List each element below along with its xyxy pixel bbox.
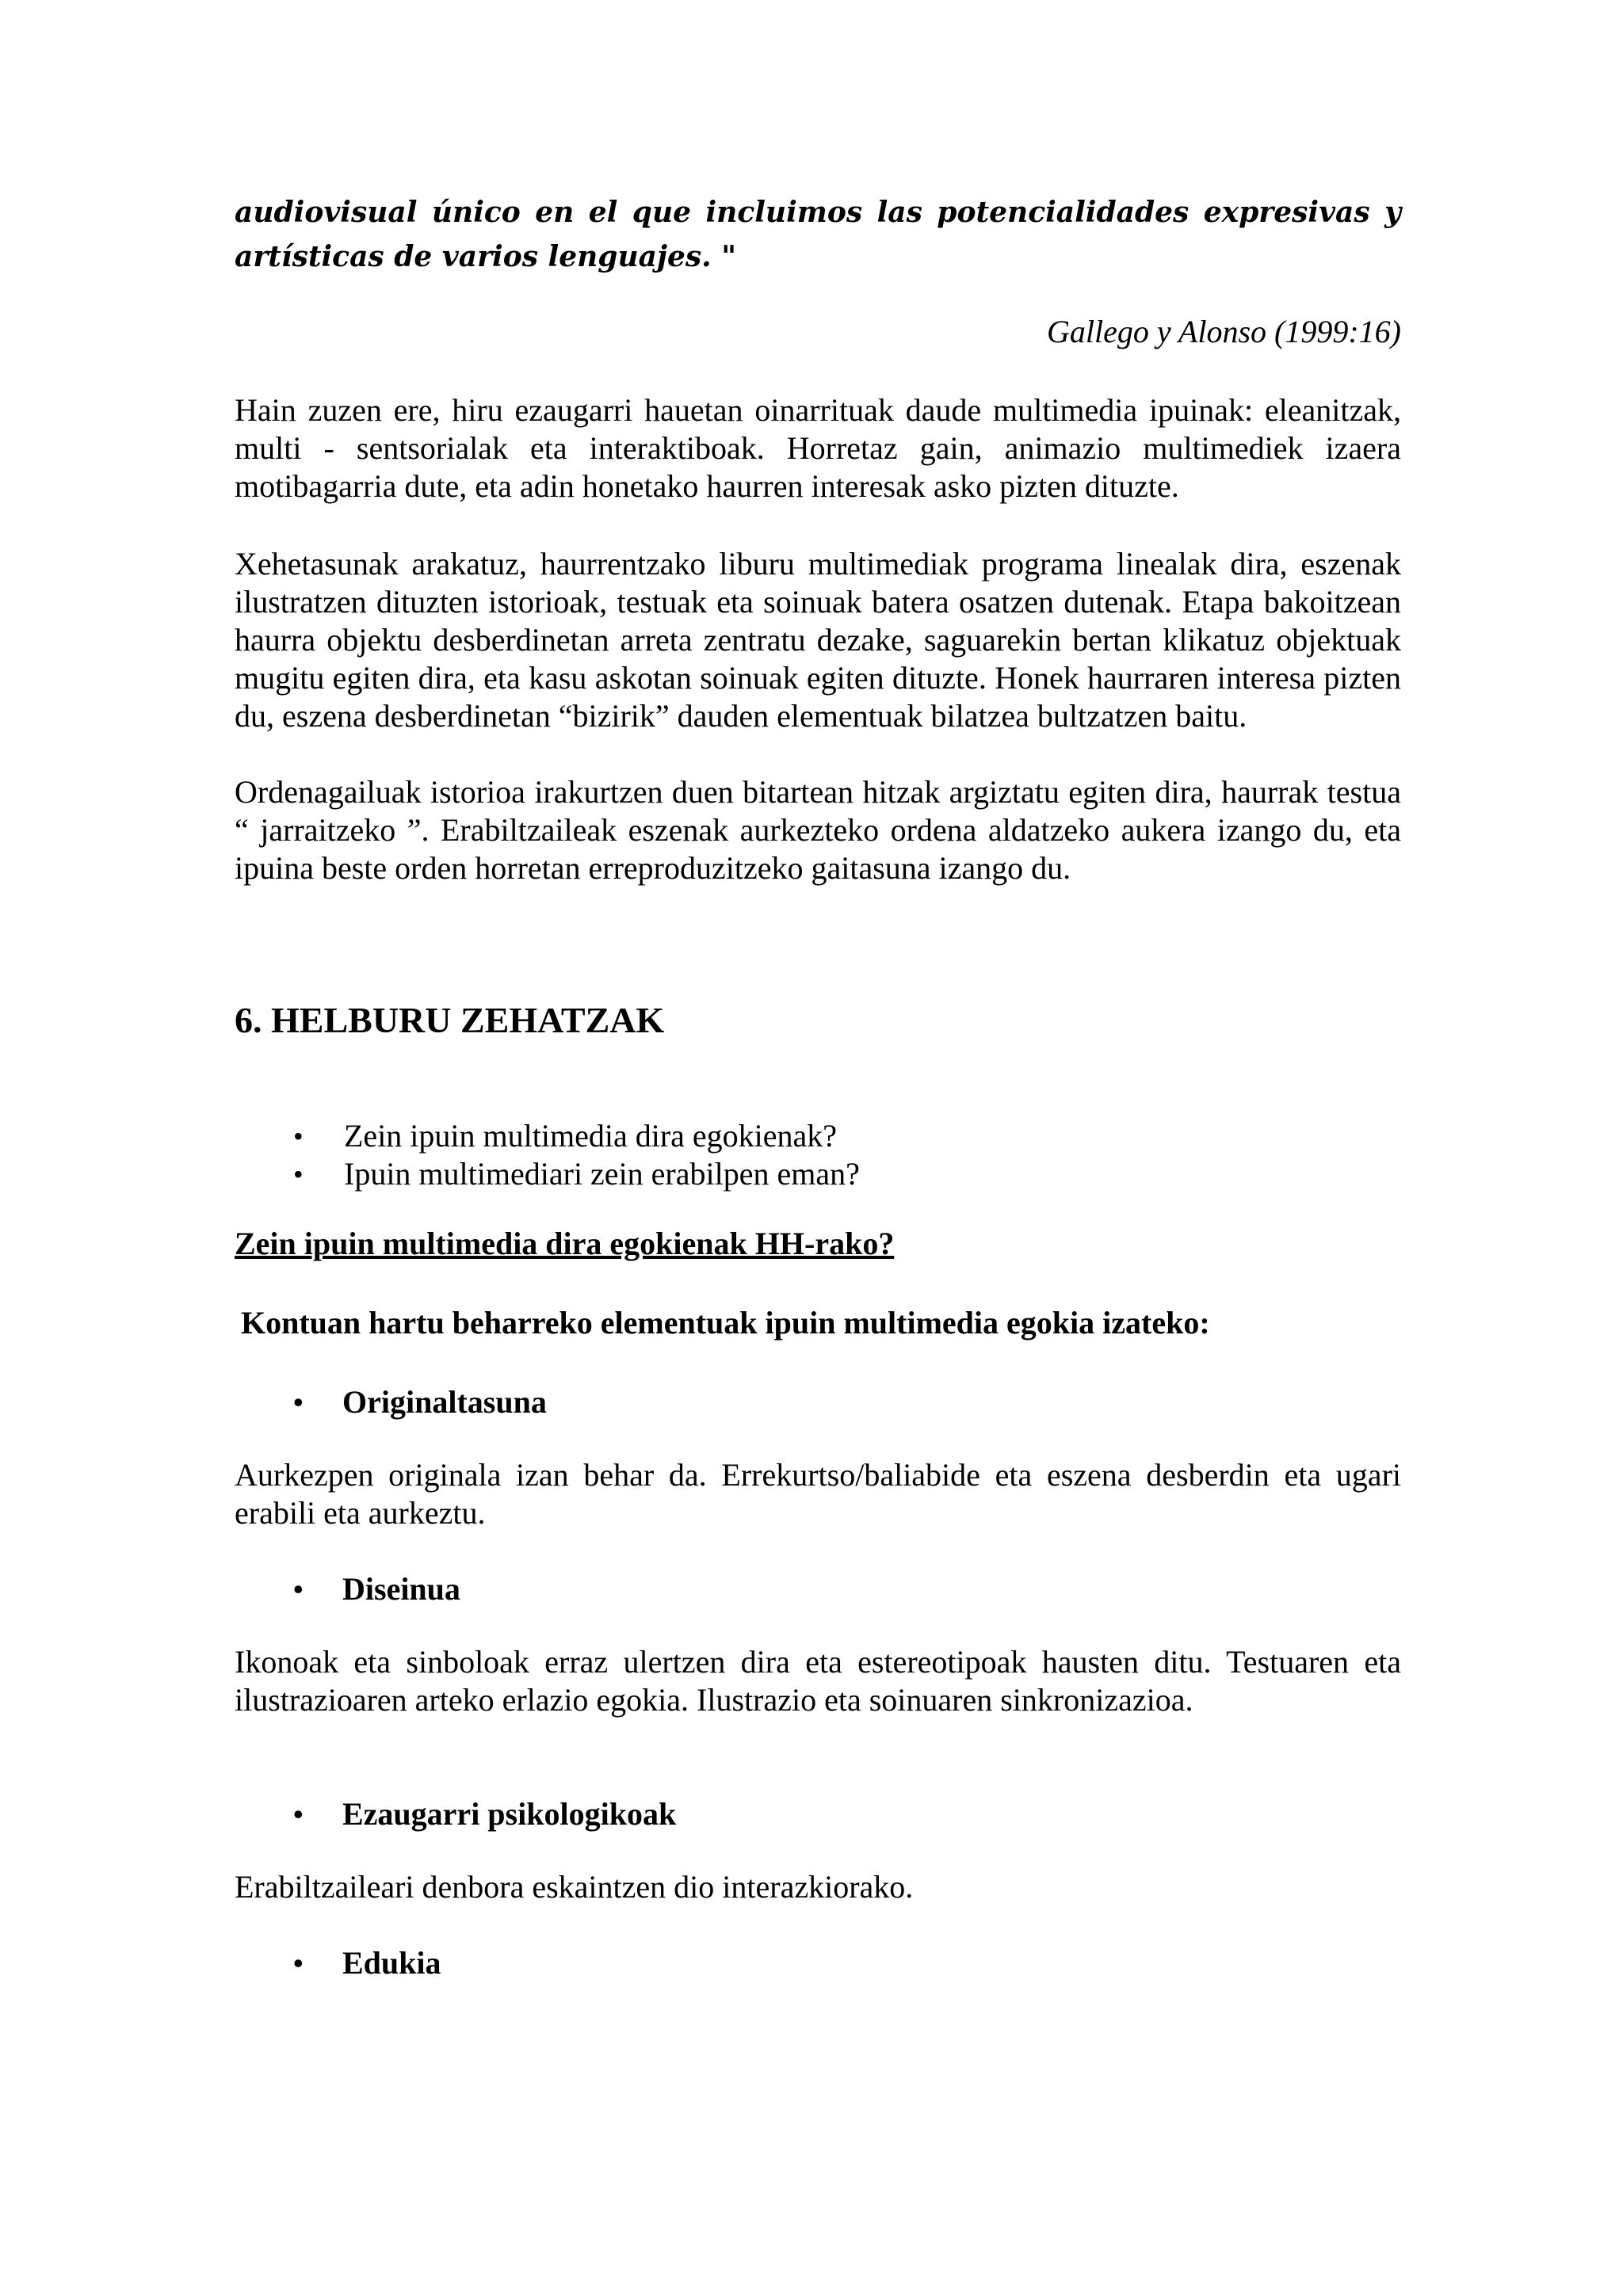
criterion-title-text: Edukia bbox=[342, 1945, 441, 1981]
list-item bbox=[235, 1155, 1401, 1193]
citation: Gallego y Alonso (1999:16) bbox=[1047, 314, 1401, 349]
criterion-title bbox=[235, 1944, 1401, 1982]
criterion-title bbox=[235, 1570, 1401, 1608]
quote-line: audiovisual único en el que incluimos las potencialidades expresivas y bbox=[235, 196, 1401, 229]
section-title: 6. HELBURU ZEHATZAK bbox=[235, 1000, 665, 1040]
question-list bbox=[235, 1117, 1401, 1193]
quote-block bbox=[235, 190, 1401, 279]
criterion-title bbox=[235, 1795, 1401, 1833]
bullet-icon: • bbox=[293, 1798, 304, 1830]
list-item bbox=[235, 1117, 1401, 1155]
quote-line: artísticas de varios lenguajes. " bbox=[235, 240, 736, 273]
paragraph: Ordenagailuak istorioa irakurtzen duen bitartean hitzak argiztatu egiten dira, haurrak testua “ jarraitzeko ”. Erabiltzaileak eszenak aurkezteko ordena aldatzeko aukera izango du, eta ipuina beste orden horretan erreproduzitzeko gaitasuna izango du. bbox=[235, 774, 1401, 886]
criterion-text: Aurkezpen originala izan behar da. Errekurtso/baliabide eta eszena desberdin eta ugari erabili eta aurkeztu. bbox=[235, 1457, 1401, 1531]
criterion-title-text: Originaltasuna bbox=[342, 1384, 547, 1420]
bullet-icon: • bbox=[293, 1158, 304, 1190]
paragraph: Xehetasunak arakatuz, haurrentzako liburu multimediak programa linealak dira, eszenak ilustratzen dituzten istorioak, testuak eta soinuak batera osatzen dutenak. Etapa bakoitzean haurra objektu desberdinetan arreta zentratu dezake, saguarekin bertan klikatuz objektuak mugitu egiten dira, eta kasu askotan soinuak egiten dituzte. Honek haurraren interesa pizten du, eszena desberdinetan “bizirik” dauden elementuak bilatzea bultzatzen baitu. bbox=[235, 546, 1401, 734]
bullet-icon: • bbox=[293, 1386, 304, 1418]
elements-intro: Kontuan hartu beharreko elementuak ipuin multimedia egokia izateko: bbox=[241, 1305, 1210, 1341]
bullet-icon: • bbox=[293, 1947, 304, 1979]
list-item-text: Zein ipuin multimedia dira egokienak? bbox=[344, 1118, 838, 1154]
document-page bbox=[235, 190, 1401, 1982]
criterion-title bbox=[235, 1383, 1401, 1421]
criterion-title-text: Diseinua bbox=[342, 1571, 460, 1607]
bullet-icon: • bbox=[293, 1573, 304, 1605]
paragraph: Hain zuzen ere, hiru ezaugarri hauetan oinarrituak daude multimedia ipuinak: eleanitzak, multi - sentsorialak eta interaktiboak. Horretaz gain, animazio multimediek izaera motibagarria dute, eta adin honetako haurren interesak asko pizten dituzte. bbox=[235, 392, 1401, 504]
list-item-text: Ipuin multimediari zein erabilpen eman? bbox=[344, 1156, 860, 1192]
subheading: Zein ipuin multimedia dira egokienak HH-rako? bbox=[235, 1226, 895, 1261]
criterion-text: Ikonoak eta sinboloak erraz ulertzen dira eta estereotipoak hausten ditu. Testuaren eta ilustrazioaren arteko erlazio egokia. Ilustrazio eta soinuaren sinkronizazioa. bbox=[235, 1644, 1401, 1718]
criterion-text: Erabiltzaileari denbora eskaintzen dio interazkiorako. bbox=[235, 1869, 914, 1905]
bullet-icon: • bbox=[293, 1120, 304, 1152]
criterion-title-text: Ezaugarri psikologikoak bbox=[342, 1796, 677, 1832]
